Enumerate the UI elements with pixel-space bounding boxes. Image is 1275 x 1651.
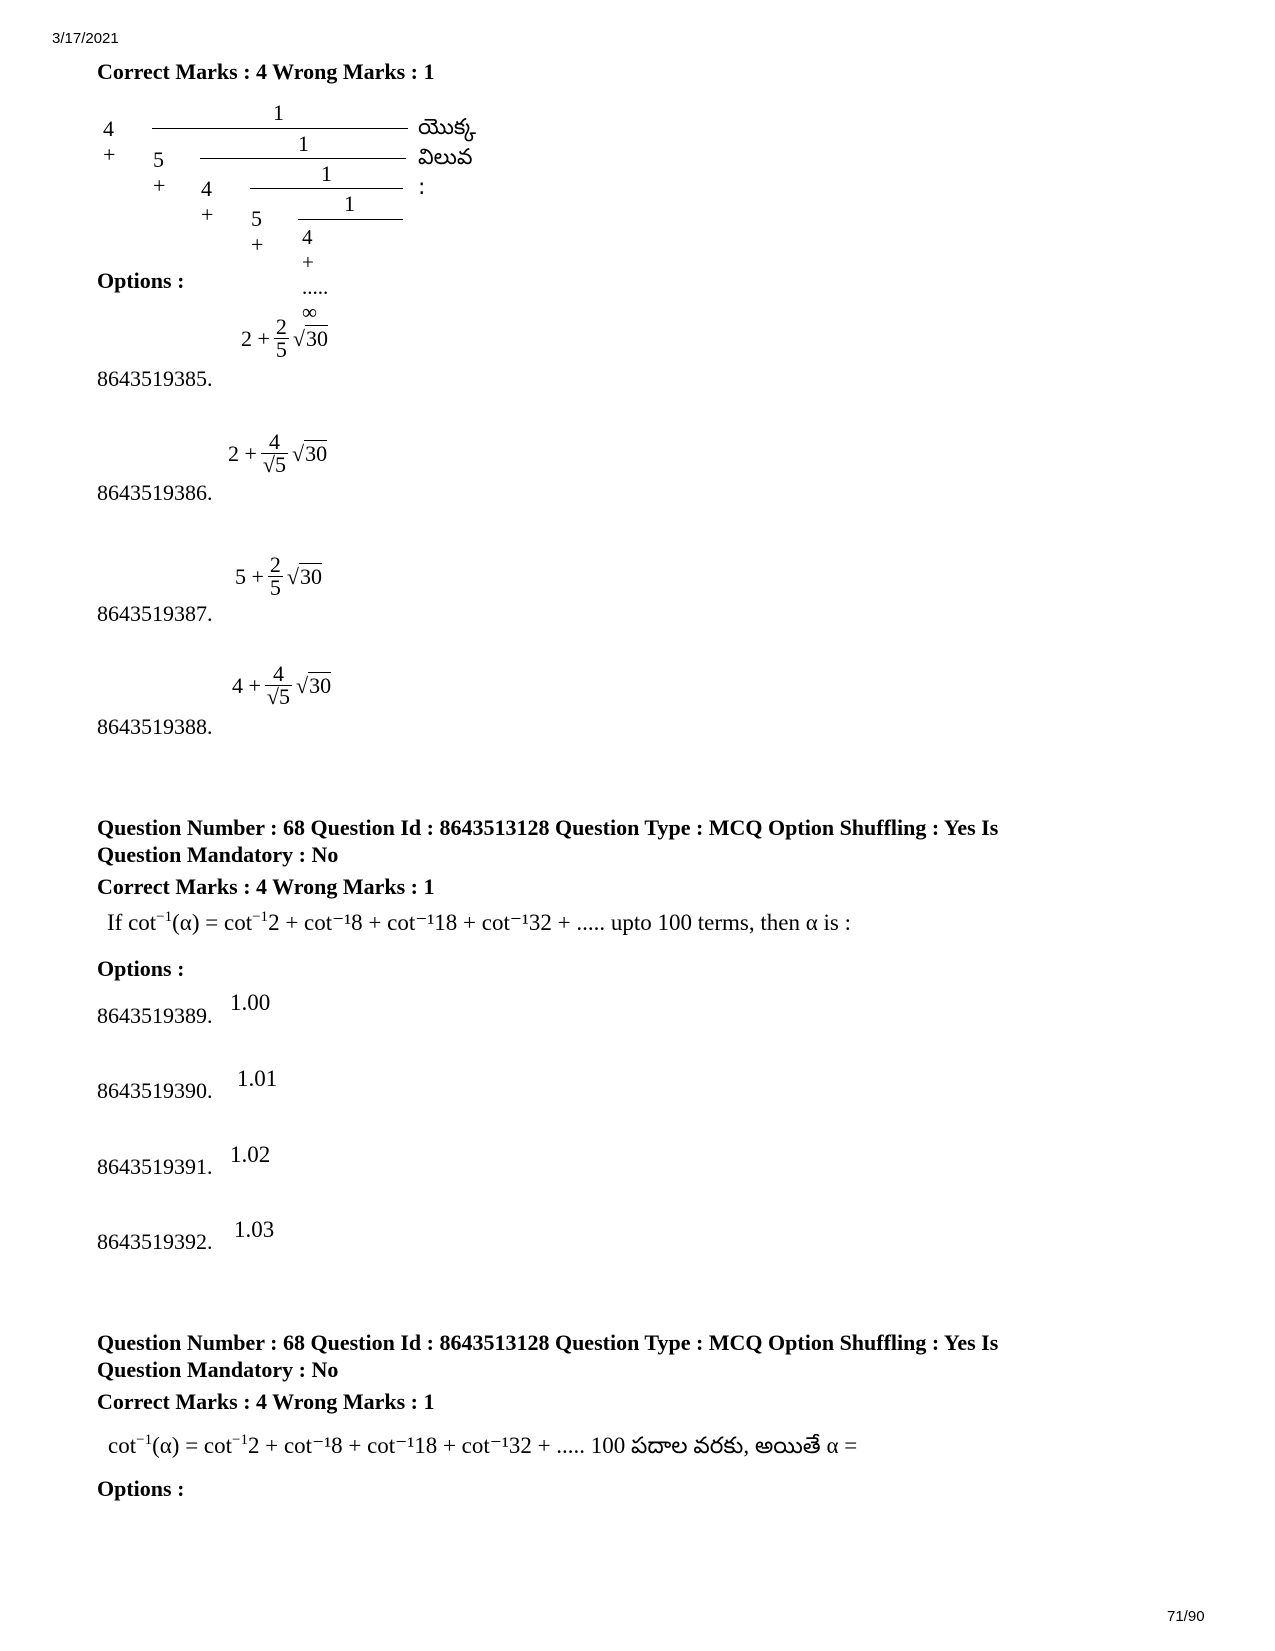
- q67-option-4-id: 8643519388.: [97, 714, 213, 739]
- cf-numerator-2: 1: [298, 131, 309, 156]
- superscript: −1: [232, 1432, 248, 1448]
- q67-option-4-expr: [232, 663, 331, 708]
- question-part: 2 + cot⁻¹8 + cot⁻¹18 + cot⁻¹32 + ..... 100 పదాల వరకు, అయితే α =: [248, 1433, 858, 1458]
- cf-telugu-text: యొక్క విలువ :: [418, 115, 477, 200]
- option-lead: 4 +: [232, 672, 261, 698]
- q68-te-marks: Correct Marks : 4 Wrong Marks : 1: [97, 1389, 435, 1414]
- q68-te-options-label: Options :: [97, 1476, 185, 1501]
- q68-en-option-1-value: 1.00: [230, 990, 271, 1015]
- q68-en-marks: Correct Marks : 4 Wrong Marks : 1: [97, 874, 435, 899]
- sqrt-symbol: √30: [292, 325, 328, 351]
- sqrt-symbol: √30: [292, 440, 328, 466]
- option-fraction: [274, 316, 289, 361]
- q68-en-question-text: [107, 910, 851, 936]
- q68-en-option-2-value: 1.01: [237, 1066, 278, 1091]
- question-part: cot: [108, 1433, 137, 1458]
- q67-option-3-id: 8643519387.: [97, 601, 213, 626]
- q68-en-header-line-2: Question Mandatory : No: [97, 842, 339, 867]
- q67-option-1-expr: [241, 316, 328, 361]
- option-fraction: [265, 663, 292, 708]
- print-date: 3/17/2021: [52, 30, 119, 47]
- cf-bar-3: [250, 188, 403, 189]
- q67-option-2-expr: [228, 431, 327, 476]
- cf-tail: 4 + ..... ∞: [302, 225, 329, 324]
- cf-term-2: 5 +: [153, 147, 166, 198]
- q68-en-header-line-1: Question Number : 68 Question Id : 8643513128 Question Type : MCQ Option Shuffling : Yes Is: [97, 815, 999, 840]
- fraction-denominator: 5: [269, 575, 281, 600]
- option-lead: 2 +: [241, 325, 270, 351]
- cf-bar-2: [200, 158, 406, 159]
- radicand: 30: [300, 563, 322, 589]
- q68-en-option-4-value: 1.03: [234, 1217, 275, 1242]
- q67-option-2-id: 8643519386.: [97, 480, 213, 505]
- question-part: If cot: [107, 910, 157, 935]
- option-fraction: [261, 431, 288, 476]
- radicand: 30: [309, 672, 332, 698]
- option-fraction: [268, 554, 283, 599]
- cf-bar-1: [152, 128, 408, 129]
- q68-en-options-label: Options :: [97, 956, 185, 981]
- fraction-numerator: 2: [275, 314, 287, 339]
- cf-numerator-4: 1: [344, 191, 355, 216]
- q68-en-option-4-id: 8643519392.: [97, 1229, 213, 1254]
- fraction-numerator: 4: [272, 661, 284, 686]
- cf-bar-4: [298, 219, 403, 220]
- fraction-denominator: 5: [275, 337, 287, 362]
- q68-en-option-3-id: 8643519391.: [97, 1154, 213, 1179]
- q67-option-1-id: 8643519385.: [97, 366, 213, 391]
- q68-en-option-3-value: 1.02: [230, 1142, 271, 1167]
- cf-term-1: 4 +: [103, 116, 116, 167]
- cf-term-3: 4 +: [201, 176, 214, 227]
- page-number: 71/90: [1167, 1608, 1205, 1625]
- sqrt-symbol: √30: [296, 672, 332, 698]
- q67-marks: Correct Marks : 4 Wrong Marks : 1: [97, 59, 435, 84]
- radicand: 30: [306, 325, 328, 351]
- option-lead: 5 +: [235, 563, 264, 589]
- q67-option-3-expr: [235, 554, 322, 599]
- q68-te-header-line-2: Question Mandatory : No: [97, 1357, 339, 1382]
- q68-te-header-line-1: Question Number : 68 Question Id : 8643513128 Question Type : MCQ Option Shuffling : Yes Is: [97, 1330, 999, 1355]
- cf-numerator-1: 1: [273, 100, 284, 125]
- superscript: −1: [136, 1432, 153, 1448]
- q67-options-label: Options :: [97, 268, 185, 293]
- question-part: 2 + cot⁻¹8 + cot⁻¹18 + cot⁻¹32 + ..... upto 100 terms, then α is :: [268, 910, 851, 935]
- q68-en-option-1-id: 8643519389.: [97, 1003, 213, 1028]
- fraction-numerator: 4: [268, 429, 280, 454]
- fraction-numerator: 2: [269, 552, 281, 577]
- q68-en-option-2-id: 8643519390.: [97, 1078, 213, 1103]
- superscript: −1: [252, 909, 269, 925]
- fraction-denominator: √5: [262, 452, 286, 477]
- cf-term-4: 5 +: [251, 206, 264, 257]
- cf-numerator-3: 1: [321, 161, 332, 186]
- q68-te-question-text: [108, 1433, 857, 1465]
- superscript: −1: [156, 909, 173, 925]
- option-lead: 2 +: [228, 440, 257, 466]
- radicand: 30: [305, 440, 328, 466]
- sqrt-symbol: √30: [286, 563, 322, 589]
- question-part: (α) = cot: [172, 910, 253, 935]
- question-part: (α) = cot: [152, 1433, 233, 1458]
- fraction-denominator: √5: [266, 684, 290, 709]
